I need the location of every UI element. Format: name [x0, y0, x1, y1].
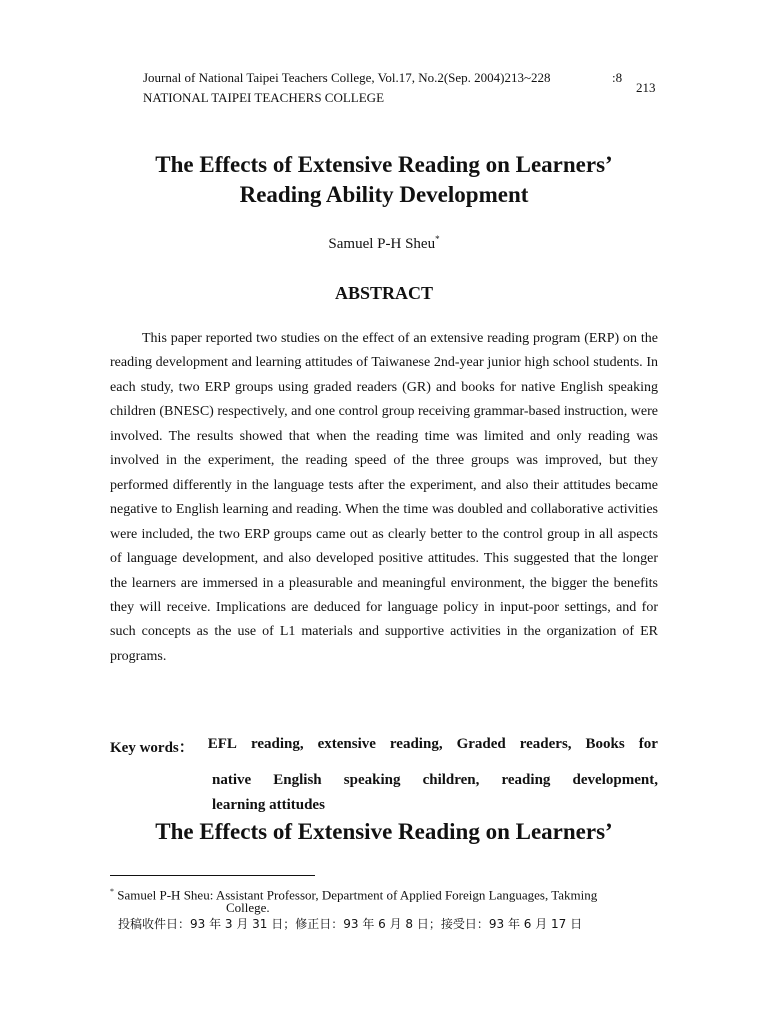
abstract-heading: ABSTRACT	[334, 283, 434, 303]
footnote-text: Samuel P-H Sheu: Assistant Professor, Department of Applied Foreign Languages, Takming	[117, 887, 598, 903]
page-number: 213	[636, 80, 656, 95]
keyword-word: for	[638, 736, 658, 752]
footnote-divider	[110, 875, 315, 876]
author	[0, 234, 768, 253]
author-footnote-mark: *	[435, 234, 440, 244]
footnote-mark: *	[110, 887, 114, 896]
keyword-word: speaking	[343, 772, 401, 788]
keyword-word: Books	[585, 736, 625, 752]
keyword-word: children,	[422, 772, 480, 788]
keyword-word: EFL	[207, 736, 237, 752]
keyword-word: reading	[501, 772, 551, 788]
keyword-word: readers,	[519, 736, 572, 752]
paper-title-line-1: The Effects of Extensive Reading on Learners’	[155, 152, 613, 177]
keyword-word: Graded	[456, 736, 506, 752]
keywords-line-2	[212, 772, 658, 789]
paper-title	[80, 150, 688, 210]
keyword-word: development,	[572, 772, 658, 788]
footnote-author	[110, 884, 597, 902]
header-mark: :8	[612, 70, 623, 85]
author-name: Samuel P-H Sheu	[328, 236, 436, 252]
journal-citation: Journal of National Taipei Teachers College, Vol.17, No.2(Sep. 2004)213~228	[143, 70, 551, 85]
abstract-body: This paper reported two studies on the effect of an extensive reading program (ERP) on the reading development and learning attitudes of Taiwanese 2nd-year junior high school students. In each study, two ERP groups using graded readers (GR) and books for native English speaking children (BNESC) respectively, and one control group receiving grammar-based instruction, were involved. The results showed that when the reading time was limited and only reading was involved in the experiment, the reading speed of the three groups was improved, but they performed differently in the language tests after the experiment, and also their attitudes became negative to English learning and reading. When the time was doubled and collaborative activities were included, the two ERP groups came out as clearly better to the control group in all aspects of language development, and also developed positive attitudes. This suggested that the longer the learners are immersed in a pleasurable and meaningful environment, the bigger the benefits they will receive. Implications are deduced for language policy in input-poor settings, and for such concepts as the use of L1 materials and supportive activities in the organization of ER programs.	[110, 331, 658, 664]
submission-dates: 投稿收件日：93 年 3 月 31 日；修正日：93 年 6 月 8 日；接受日：93 年 6 月 17 日	[118, 917, 583, 931]
keyword-word: reading,	[389, 736, 443, 752]
keywords-line-1	[110, 736, 658, 757]
paper-title-line-2: Reading Ability Development	[239, 182, 529, 207]
college-name: NATIONAL TAIPEI TEACHERS COLLEGE	[143, 90, 385, 105]
keyword-word: English	[273, 772, 322, 788]
keywords-label: Key words：	[110, 740, 194, 756]
footnote-continuation: College.	[226, 900, 270, 915]
keyword-word: native	[212, 772, 252, 788]
keywords-line-3: learning attitudes	[212, 797, 325, 813]
keyword-word: reading,	[250, 736, 304, 752]
repeated-title: The Effects of Extensive Reading on Learners’	[155, 819, 613, 844]
keyword-word: extensive	[317, 736, 376, 752]
